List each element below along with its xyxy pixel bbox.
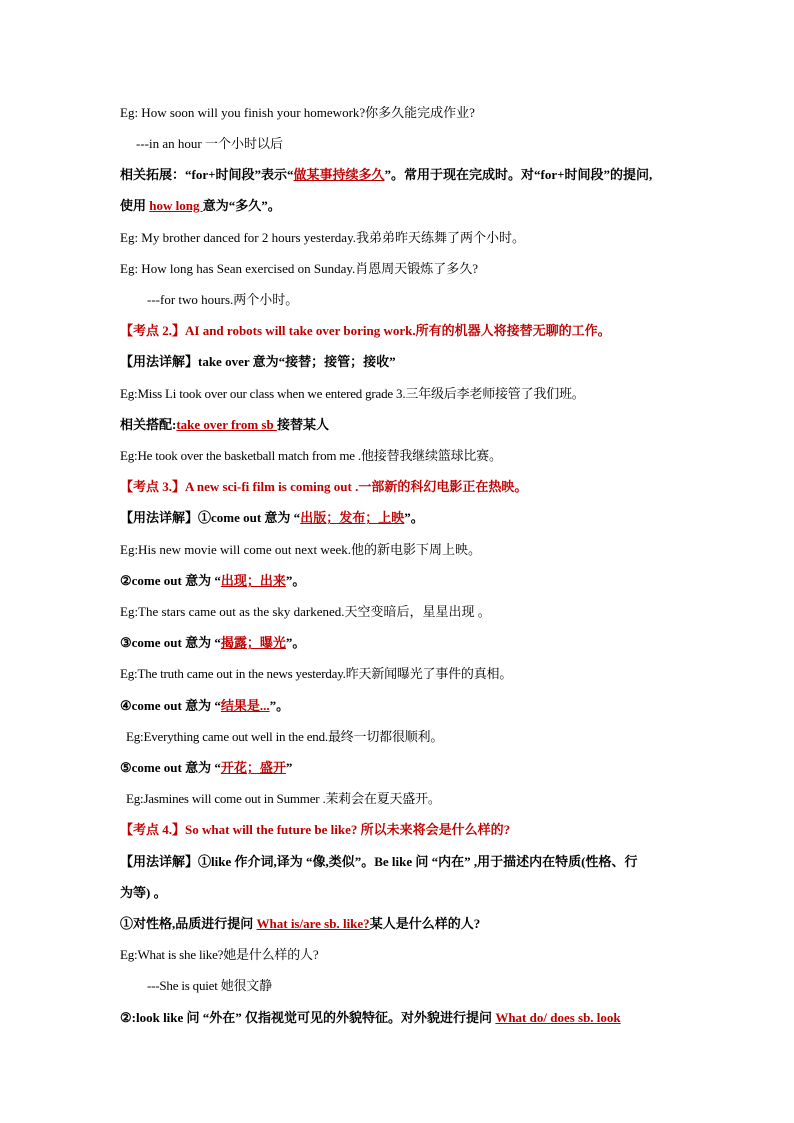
key-phrase: 出版；发布；上映 <box>300 510 405 525</box>
extension-line <box>120 198 281 214</box>
collocation-line <box>120 417 329 433</box>
example-line: Eg:The stars came out as the sky darkened.天空变暗后，星星出现 。 <box>120 604 491 619</box>
extension-text: 相关拓展：“for+时间段”表示“ <box>120 167 294 182</box>
key-phrase: take over from sb <box>176 417 277 432</box>
key-phrase: 出现；出来 <box>220 573 286 588</box>
example-line: Eg: My brother danced for 2 hours yesterday.我弟弟昨天练舞了两个小时。 <box>120 230 525 245</box>
usage-text: ”。 <box>285 635 306 650</box>
example-line: Eg:What is she like?她是什么样的人? <box>120 947 319 962</box>
usage-line <box>120 760 292 776</box>
extension-line <box>120 167 652 183</box>
extension-text: ”。常用于现在完成时。对“for+时间段”的提问, <box>384 167 653 182</box>
example-line: Eg:Miss Li took over our class when we entered grade 3.三年级后李老师接管了我们班。 <box>120 386 585 401</box>
usage-line: 【用法详解】take over 意为“接替；接管；接收” <box>120 354 396 369</box>
usage-text: ④come out 意为 “ <box>120 698 221 713</box>
key-point-heading: 【考点 2.】AI and robots will take over boring work.所有的机器人将接替无聊的工作。 <box>120 323 611 338</box>
extension-text: 意为“多久”。 <box>202 198 281 213</box>
key-phrase: 做某事持续多久 <box>293 167 385 182</box>
key-point-heading: 【考点 4.】So what will the future be like? 所以未来将会是什么样的? <box>120 822 511 837</box>
example-line: Eg: How soon will you finish your homework?你多久能完成作业? <box>120 105 475 120</box>
key-phrase: how long <box>149 198 203 213</box>
answer-line: ---She is quiet 她很文静 <box>147 978 272 993</box>
usage-text: 某人是什么样的人? <box>369 916 481 931</box>
key-phrase: 结果是... <box>220 698 270 713</box>
usage-text: ”。 <box>404 510 424 525</box>
usage-text: ②come out 意为 “ <box>120 573 221 588</box>
answer-line: ---in an hour 一个小时以后 <box>136 136 283 151</box>
key-phrase: What do/ does sb. look <box>495 1010 621 1025</box>
example-line: Eg:Jasmines will come out in Summer .茉莉会在夏天盛开。 <box>126 791 441 806</box>
usage-text: 【用法详解】①come out 意为 “ <box>120 510 301 525</box>
key-point-heading: 【考点 3.】A new sci-fi film is coming out .一部新的科幻电影正在热映。 <box>120 479 528 494</box>
example-line: Eg:Everything came out well in the end.最终一切都很顺利。 <box>126 729 444 744</box>
usage-line <box>120 916 480 932</box>
example-line: Eg:He took over the basketball match from me .他接替我继续篮球比赛。 <box>120 448 502 463</box>
example-line: Eg:The truth came out in the news yesterday.昨天新闻曝光了事件的真相。 <box>120 666 513 681</box>
collocation-label: 相关搭配: <box>120 417 177 432</box>
usage-text: ②:look like 问 “外在” 仅指视觉可见的外貌特征。对外貌进行提问 <box>120 1010 496 1025</box>
usage-text: ”。 <box>285 573 306 588</box>
usage-text: ③come out 意为 “ <box>120 635 221 650</box>
usage-text: ⑤come out 意为 “ <box>120 760 221 775</box>
usage-line: 为等) 。 <box>120 885 167 900</box>
usage-text: ”。 <box>269 698 290 713</box>
key-phrase: 开花；盛开 <box>220 760 286 775</box>
usage-text: ” <box>285 760 293 775</box>
usage-text: ①对性格,品质进行提问 <box>120 916 257 931</box>
usage-line <box>120 698 289 714</box>
example-line: Eg:His new movie will come out next week.他的新电影下周上映。 <box>120 542 482 557</box>
example-line: Eg: How long has Sean exercised on Sunday.肖恩周天锻炼了多久? <box>120 261 479 276</box>
usage-line <box>120 635 305 651</box>
key-phrase: What is/are sb. like? <box>256 916 370 931</box>
usage-line <box>120 1010 621 1026</box>
usage-line <box>120 510 424 526</box>
answer-line: ---for two hours.两个小时。 <box>147 292 299 307</box>
collocation-meaning: 接替某人 <box>276 417 329 432</box>
usage-line: 【用法详解】①like 作介词,译为 “像,类似”。Be like 问 “内在” ,用于描述内在特质(性格、行 <box>120 854 638 869</box>
usage-line <box>120 573 305 589</box>
extension-text: 使用 <box>120 198 150 213</box>
key-phrase: 揭露；曝光 <box>220 635 286 650</box>
